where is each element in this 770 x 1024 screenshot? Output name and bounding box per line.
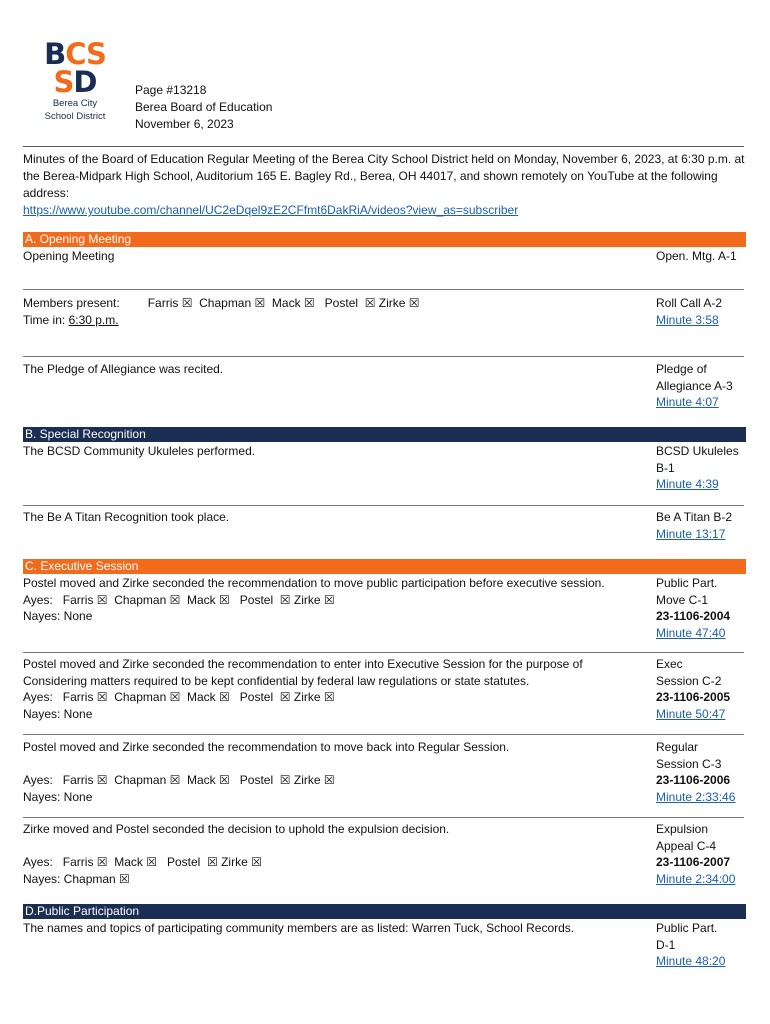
item-b2-side: Be A Titan B-2 Minute 13:17 [656,510,733,541]
ayes: Ayes: Farris ☒ Mack ☒ Postel ☒ Zirke ☒ [23,855,262,869]
divider [23,817,744,818]
nayes: Nayes: None [23,609,93,623]
section-c-header: C. Executive Session [23,559,746,574]
minute-link[interactable]: Minute 4:39 [656,477,719,491]
minute-link[interactable]: Minute 2:33:46 [656,789,736,804]
item-c4: Zirke moved and Postel seconded the decision to uphold the expulsion decision. Ayes: Farris ☒ Mack ☒ Postel ☒ Zirke ☒ Nayes: Chapman ☒ [23,821,643,887]
item-c3: Postel moved and Zirke seconded the recommendation to move back into Regular Session. Ayes: Farris ☒ Chapman ☒ Mack ☒ Postel ☒ Zirke ☒ Nayes: None [23,739,643,805]
divider [23,734,744,735]
item-b1-text: The BCSD Community Ukuleles performed. [23,444,256,458]
page-header [135,82,272,133]
resolution-number: 23-1106-2004 [656,609,731,623]
item-a1-text: Opening Meeting [23,249,115,263]
board-name: Berea Board of Education [135,100,273,114]
meeting-date: November 6, 2023 [135,117,234,131]
section-a-header: A. Opening Meeting [23,232,746,247]
item-c1-side: Public Part. Move C-1 23-1106-2004 Minute 47:40 [656,575,756,641]
section-d-header: D.Public Participation [23,904,746,919]
divider [23,289,744,290]
nayes: Nayes: None [23,706,93,721]
members-label: Members present: [23,296,120,310]
resolution-number: 23-1106-2005 [656,690,731,704]
item-a2-side: Roll Call A-2 Minute 3:58 [656,296,723,327]
page-number: Page #13218 [135,83,207,97]
item-c2-side: Exec Session C-2 23-1106-2005 Minute 50:47 [656,656,756,722]
minute-link[interactable]: Minute 47:40 [656,625,726,640]
item-b1-side: BCSD Ukuleles B-1 Minute 4:39 [656,444,739,491]
nayes: Nayes: None [23,789,93,804]
item-a1-side: Open. Mtg. A-1 [656,249,737,263]
item-a3-side: Pledge of Allegiance A-3 Minute 4:07 [656,362,733,409]
ayes: Ayes: Farris ☒ Chapman ☒ Mack ☒ Postel ☒ Zirke ☒ [23,592,335,607]
item-c3-side: Regular Session C-3 23-1106-2006 Minute 2:33:46 [656,739,756,805]
minute-link[interactable]: Minute 50:47 [656,706,726,721]
item-d1-side: Public Part. D-1 Minute 48:20 [656,921,726,968]
ayes: Ayes: Farris ☒ Chapman ☒ Mack ☒ Postel ☒ Zirke ☒ [23,773,335,787]
minute-link[interactable]: Minute 48:20 [656,954,726,968]
item-c1: Postel moved and Zirke seconded the recommendation to move public participation before executive session. Ayes: Farris ☒ Chapman ☒ Mack ☒ Postel ☒ Zirke ☒ Nayes: None [23,575,643,625]
divider [23,505,744,506]
item-b2-text: The Be A Titan Recognition took place. [23,510,230,524]
bcsd-logo: BCS SD Berea City School District [44,37,106,122]
item-c4-side: Expulsion Appeal C-4 23-1106-2007 Minute 2:34:00 [656,821,756,887]
resolution-number: 23-1106-2006 [656,773,731,787]
time-in: 6:30 p.m. [68,312,119,327]
minute-link[interactable]: Minute 2:34:00 [656,871,736,886]
header-divider [23,146,744,147]
members-present: Farris ☒ Chapman ☒ Mack ☒ Postel ☒ Zirke ☒ [147,296,420,310]
section-b-header: B. Special Recognition [23,427,746,442]
resolution-number: 23-1106-2007 [656,855,731,869]
minute-link[interactable]: Minute 3:58 [656,312,719,327]
minute-link[interactable]: Minute 4:07 [656,395,719,409]
item-a3-text: The Pledge of Allegiance was recited. [23,362,224,376]
minute-link[interactable]: Minute 13:17 [656,526,726,541]
item-d1-text: The names and topics of participating community members are as listed: Warren Tuck, School Records. [23,921,575,935]
item-a2 [23,295,643,328]
divider [23,652,744,653]
ayes: Ayes: Farris ☒ Chapman ☒ Mack ☒ Postel ☒ Zirke ☒ [23,690,335,704]
nayes: Nayes: Chapman ☒ [23,871,130,886]
intro-paragraph [23,151,749,219]
youtube-link[interactable]: https://www.youtube.com/channel/UC2eDqel9zE2CFfmt6DakRiA/videos?view_as=subscriber [23,203,519,217]
divider [23,356,744,357]
item-c2: Postel moved and Zirke seconded the recommendation to enter into Executive Session for the purpose of Considering matters required to be kept confidential by federal law regulations or state statutes. Ayes: Farris ☒ Chapman ☒ Mack ☒ Postel ☒ Zirke ☒ Nayes: None [23,656,643,722]
intro-text: Minutes of the Board of Education Regular Meeting of the Berea City School District held on Monday, November 6, 2023, at 6:30 p.m. at the Berea-Midpark High School, Auditorium 165 E. Bagley Rd., Berea, OH 44017, and shown remotely on YouTube at the following address: [23,152,745,200]
time-label: Time in: [23,312,69,327]
